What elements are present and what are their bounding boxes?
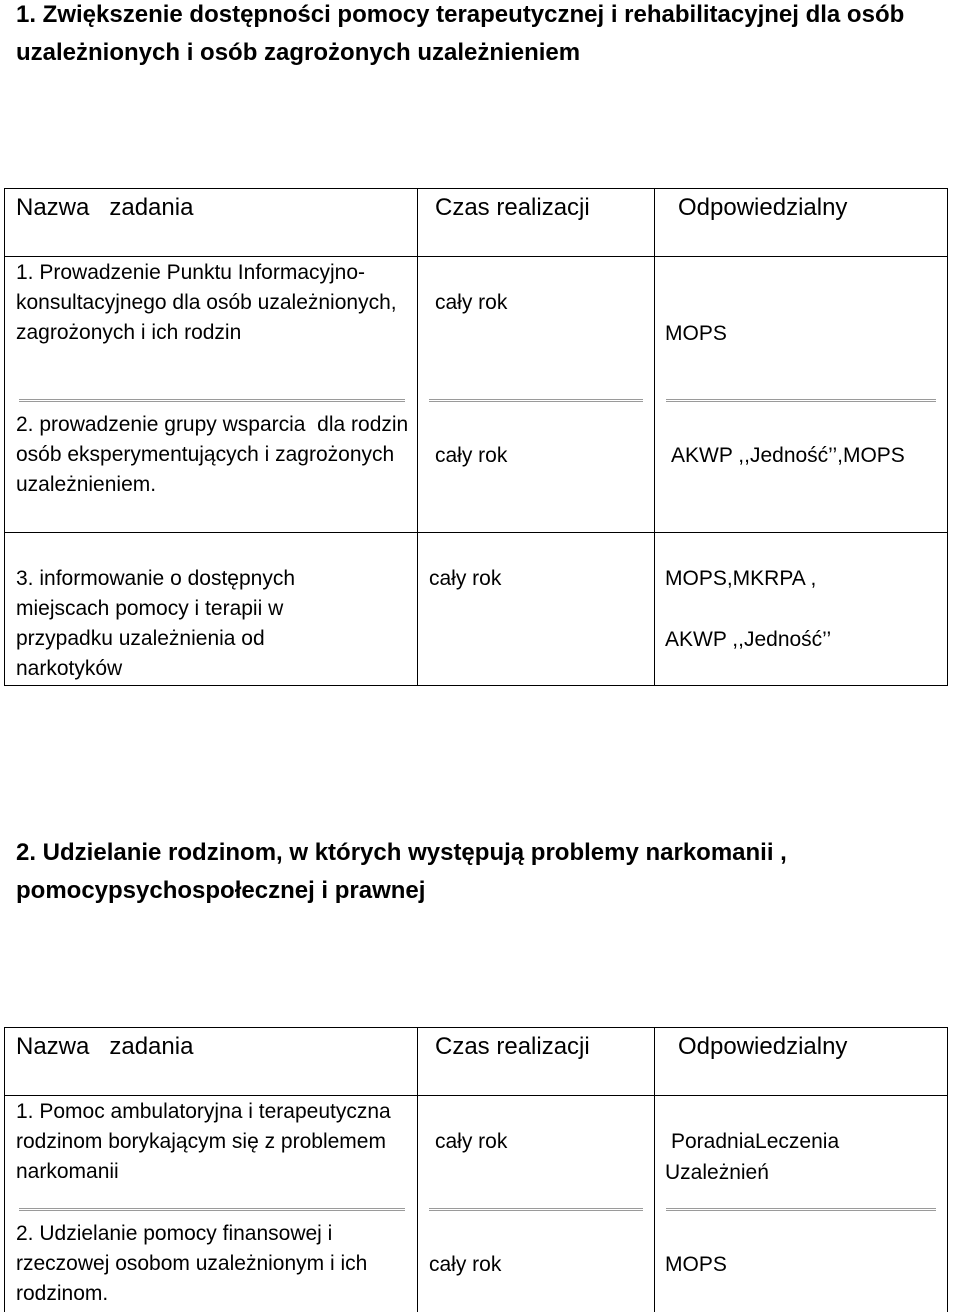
time-cell: cały rok: [435, 1130, 508, 1153]
task-cell: 2. prowadzenie grupy wsparcia dla rodzin osób eksperymentujących i zagrożonych uzależnieniem.: [16, 413, 415, 496]
section-1-table: [4, 188, 948, 686]
row-separator: [429, 399, 643, 402]
header-task: Nazwa zadania: [16, 1033, 194, 1060]
row-divider: [5, 1095, 947, 1096]
row-separator: [666, 399, 936, 402]
row-divider: [5, 532, 947, 533]
time-cell: cały rok: [429, 567, 502, 590]
row-separator: [19, 1208, 405, 1211]
responsible-cell: PoradniaLeczenia: [671, 1130, 840, 1153]
responsible-cell: Uzależnień: [665, 1161, 769, 1184]
header-time: Czas realizacji: [435, 1033, 590, 1060]
row-separator: [666, 1208, 936, 1211]
task-cell: 1. Pomoc ambulatoryjna i terapeutyczna rodzinom borykającym się z problemem narkomanii: [16, 1100, 391, 1183]
task-cell: 1. Prowadzenie Punktu Informacyjno-konsultacyjnego dla osób uzależnionych, zagrożonych i ich rodzin: [16, 261, 397, 344]
header-time: Czas realizacji: [435, 194, 590, 221]
responsible-cell: MOPS: [665, 322, 727, 345]
task-cell: 3. informowanie o dostępnych miejscach pomocy i terapii w przypadku uzależnienia od narkotyków: [16, 567, 295, 680]
column-divider: [417, 189, 418, 685]
section-2-title: 2. Udzielanie rodzinom, w których występują problemy narkomanii , pomocypsychospołecznej i prawnej: [16, 839, 787, 904]
task-cell: 2. Udzielanie pomocy finansowej i rzeczowej osobom uzależnionym i ich rodzinom.: [16, 1222, 368, 1305]
column-divider: [654, 1028, 655, 1312]
time-cell: cały rok: [435, 444, 508, 467]
responsible-cell: AKWP ,,Jedność’’: [665, 628, 832, 651]
row-separator: [19, 399, 405, 402]
time-cell: cały rok: [429, 1253, 502, 1276]
responsible-cell: MOPS: [665, 1253, 727, 1276]
column-divider: [417, 1028, 418, 1312]
column-divider: [654, 189, 655, 685]
header-responsible: Odpowiedzialny: [678, 194, 848, 221]
section-2-table: [4, 1027, 948, 1312]
row-separator: [429, 1208, 643, 1211]
responsible-cell: MOPS,MKRPA ,: [665, 567, 817, 590]
responsible-cell: AKWP ,,Jedność’’,MOPS: [671, 444, 905, 467]
time-cell: cały rok: [435, 291, 508, 314]
row-divider: [5, 256, 947, 257]
section-1-title: 1. Zwiększenie dostępności pomocy terapeutycznej i rehabilitacyjnej dla osób uzależnionych i osób zagrożonych uzależnieniem: [16, 1, 905, 66]
header-task: Nazwa zadania: [16, 194, 194, 221]
header-responsible: Odpowiedzialny: [678, 1033, 848, 1060]
